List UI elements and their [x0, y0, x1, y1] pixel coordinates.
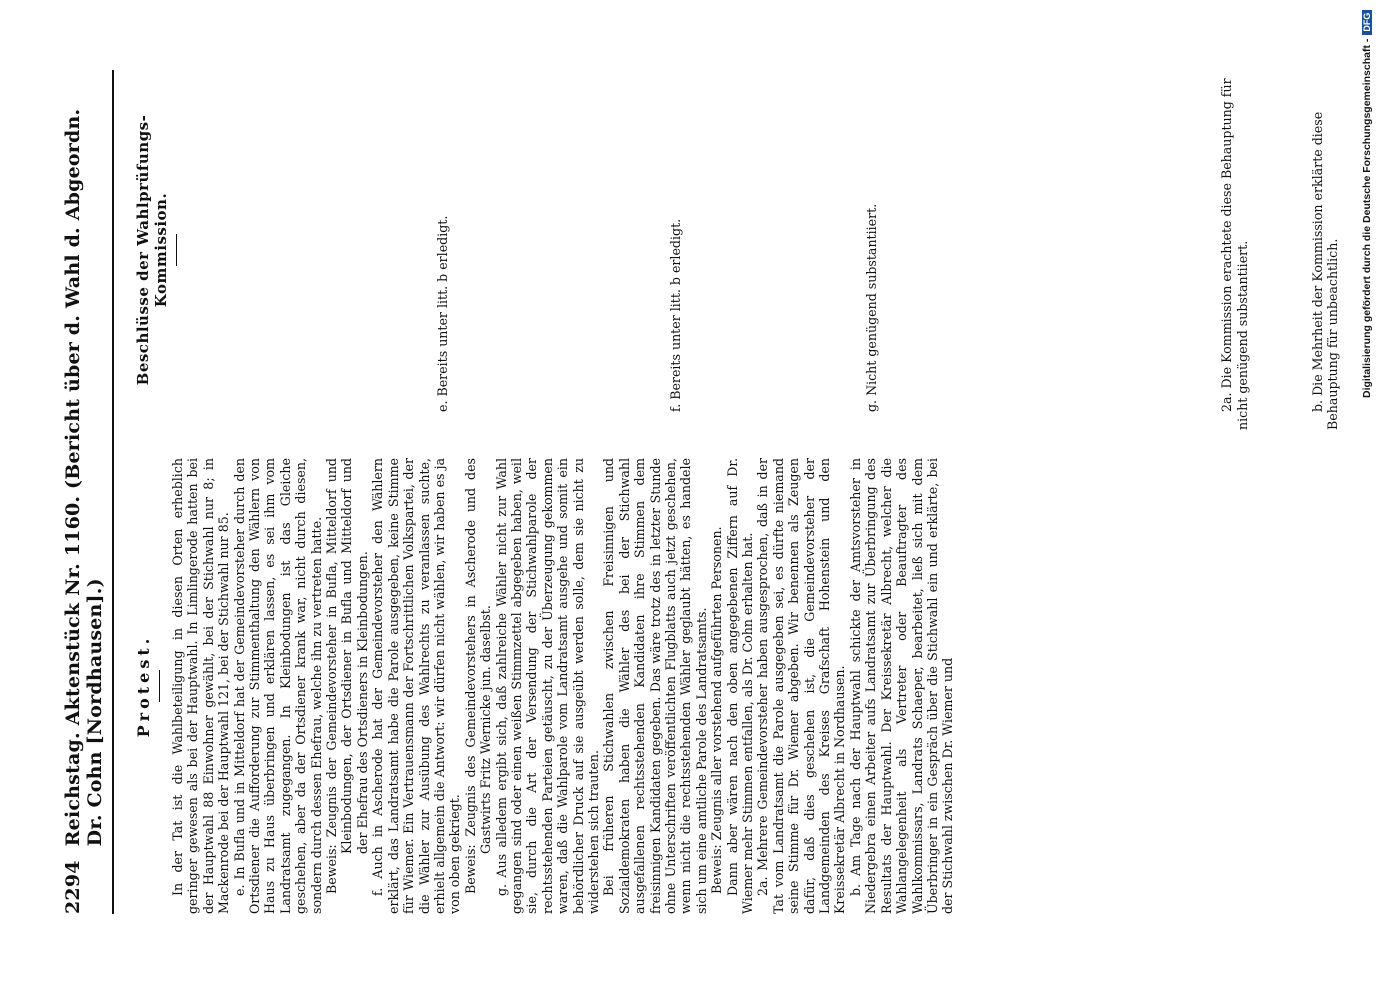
heading-rule	[159, 670, 160, 702]
spacer	[879, 70, 1219, 430]
spacer	[450, 70, 668, 430]
right-column	[126, 70, 1341, 444]
decision-item: e. Bereits unter litt. b erledigt.	[435, 215, 450, 412]
spacer	[684, 70, 864, 430]
decision-item: g. Nicht genügend substantiiert.	[863, 203, 879, 412]
funding-stamp	[1355, 8, 1383, 398]
decision-item: b. Die Mehrheit der Kommission erklärte diese Behauptung für unbeachtlich.	[1310, 111, 1341, 430]
paragraph: b. Am Tage nach der Hauptwahl schickte der Amtsvorsteher in Niedergebra einen Arbeiter aufs Landratsamt zur Überbringung des Resultats der Hauptwahl. Der Kreissekretär Albrecht, welcher die Wahlangelegenheit als Vertreter oder Beauftragter des Wahlkommissars, Landrats Schaeper, bearbeitet, ließ sich mit dem Überbringer in ein Gespräch über die Stichwahl ein und erklärte, bei der Stichwahl zwischen Dr. Wiemer und	[847, 458, 956, 914]
page-header	[62, 70, 110, 914]
paragraph: Bei früheren Stichwahlen zwischen Freisinnigen und Sozialdemokraten haben die Wähler des bei der Stichwahl ausgefallenen rechtsstehenden Kandidaten ihre Stimmen dem freisinnigen Kandidaten gegeben. Das wäre trotz des in letzter Stunde ohne Unterschriften veröffentlichten Flugblatts auch jetzt geschehen, wenn nicht die rechtsstehenden Wähler geglaubt hätten, es handele sich um eine amtliche Parole des Landratsamts.	[601, 458, 709, 914]
paragraph: Dann aber wären nach den oben angegebenen Ziffern auf Dr. Wiemer mehr Stimmen entfallen, als Dr. Cohn erhalten hat.	[724, 458, 756, 914]
spacer	[187, 70, 435, 430]
paragraph: 2a. Mehrere Gemeindevorsteher haben ausgesprochen, daß in der Tat vom Landratsamt die Parole ausgegeben sei, es dürfte niemand seine Stimme für Dr. Wiemer abgeben. Wir benennen als Zeugen dafür, daß dies geschehen ist, die Gemeindevorsteher der Landgemeinden des Kreises Grafschaft Hohenstein und den Kreissekretär Albrecht in Nordhausen.	[755, 458, 848, 914]
two-column-body	[126, 70, 1341, 914]
paragraph: e. In Bufla und in Mitteldorf hat der Gemeindevorsteher durch den Ortsdiener die Aufforderung zur Stimmenthaltung den Wählern von Haus zu Haus überbringen und erklären lassen, es sei ihm vom Landratsamt zugegangen. In Kleinbodungen ist das Gleiche geschehen, aber da der Ortsdiener krank war, nicht durch diesen, sondern durch dessen Ehefrau, welche ihn zu vertreten hatte.	[231, 458, 324, 914]
dfg-logo: DFG	[1362, 10, 1372, 35]
left-column-heading: Protest.	[134, 634, 153, 738]
evidence-paragraph: Beweis: Zeugnis aller vorstehend aufgeführten Personen.	[709, 526, 725, 894]
decision-item: f. Bereits unter litt. b erledigt.	[668, 218, 684, 412]
evidence-paragraph: Beweis: Zeugnis des Gemeindevorstehers in Ascherode und des Gastwirts Fritz Wernicke jun. daselbst.	[462, 458, 494, 894]
right-column-heading: Beschlüsse der Wahlprüfungs-Kommission.	[134, 114, 170, 386]
evidence-paragraph: Beweis: Zeugnis der Gemeindevorsteher in Bufla, Mitteldorf und Kleinbodungen, der Ortsdiener in Bufla und Mitteldorf und der Ehefrau des Ortsdieners in Kleinbodungen.	[324, 458, 370, 894]
page-number: 2294	[62, 860, 84, 914]
decision-item: 2a. Die Kommission erachtete diese Behauptung für nicht genügend substantiiert.	[1219, 78, 1250, 430]
spacer	[1250, 70, 1310, 430]
header-title: Reichstag. Aktenstück Nr. 1160. (Bericht über d. Wahl d. Abgeordn. Dr. Cohn [Nordhausen].)	[62, 108, 106, 847]
left-column	[126, 444, 1341, 914]
paragraph: In der Tat ist die Wahlbeteiligung in diesen Orten erheblich geringer gewesen als bei der Hauptwahl. In Limlingerode hatten bei der Hauptwahl 88 Einwohner gewählt, bei der Stichwahl nur 8; in Mackenrode bei der Hauptwahl 121, bei der Stichwahl nur 85.	[170, 458, 232, 914]
header-rule	[112, 70, 114, 914]
funding-stamp-text	[1361, 8, 1377, 398]
heading-rule	[176, 234, 177, 266]
paragraph: g. Aus alledem ergibt sich, daß zahlreiche Wähler nicht zur Wahl gegangen sind oder einen weißen Stimmzettel abgegeben haben, weil sie, durch die Art der Versendung der Stichwahlparole der rechtsstehenden Parteien getäuscht, zu der Überzeugung gekommen waren, daß die Wahlparole vom Landratsamt ausgehe und somit ein behördlicher Druck auf sie ausgeübt werden solle, dem sie nicht zu widerstehen sich trauten.	[493, 458, 601, 914]
stamp-text: Digitalisierung gefördert durch die Deutsche Forschungsgemeinschaft -	[1361, 38, 1373, 398]
paragraph: f. Auch in Ascherode hat der Gemeindevorsteher den Wählern erklärt, das Landratsamt habe die Parole ausgegeben, keine Stimme für Wiemer. Ein Vertrauensmann der Fortschrittlichen Volkspartei, der die Wähler zur Ausübung des Wahlrechts zu veranlassen suchte, erhielt allgemein die Antwort: wir dürfen nicht wählen, wir haben es ja von oben gekriegt.	[370, 458, 463, 914]
